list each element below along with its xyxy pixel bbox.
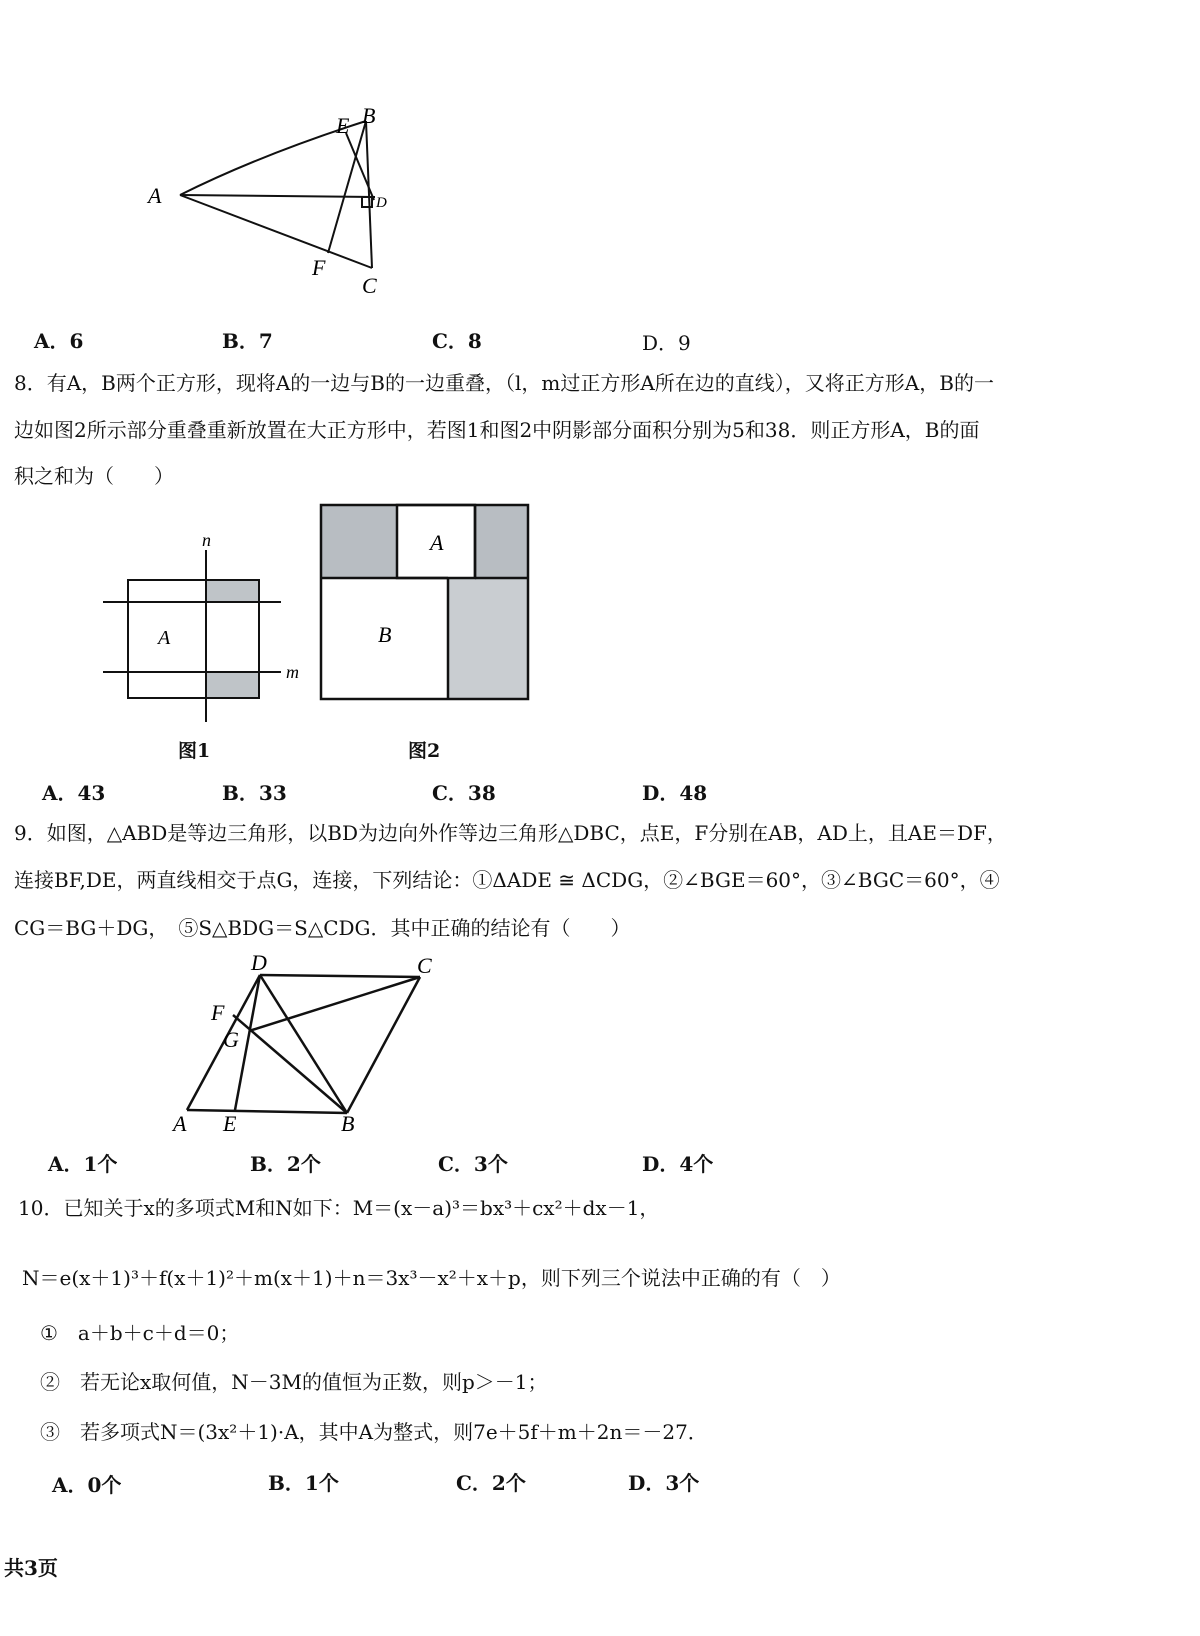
q9-stem-line3: CG＝BG＋DG， ⑤S△BDG＝S△CDG．其中正确的结论有（ ） [14,916,631,940]
q9-option-d: D．4个 [642,1152,714,1176]
q8-option-a: A．43 [42,781,106,805]
q8-fig1-label-m: m [286,662,299,682]
q8-fig1-label-n: n [202,530,211,550]
q8-fig1-caption: 图1 [178,740,211,762]
q10-option-d: D．3个 [628,1471,700,1495]
q9-option-a: A．1个 [48,1152,118,1176]
q8-fig2-label-A: A [430,530,444,555]
q9-label-G: G [223,1027,239,1052]
q7-label-F: F [312,255,326,280]
q7-option-c: C．8 [432,329,482,353]
q10-option-c: C．2个 [456,1471,526,1495]
q8-option-d: D．48 [642,781,708,805]
q10-stem-line1: 10．已知关于x的多项式M和N如下：M＝(x－a)³＝bx³＋cx²＋dx－1， [18,1196,660,1220]
q9-option-b: B．2个 [250,1152,321,1176]
q7-label-C: C [362,273,377,298]
q8-figure-1 [98,530,308,730]
q9-stem-line2: 连接BF,DE，两直线相交于点G，连接，下列结论：①ΔADE ≅ ΔCDG，②∠BGE＝60°，③∠BGC＝60°，④ [14,868,1000,892]
q9-label-A: A [173,1111,187,1135]
q9-label-B: B [341,1111,355,1135]
q7-option-a: A．6 [34,329,84,353]
q10-statement-1: ① a＋b＋c＋d＝0； [40,1321,240,1345]
q8-stem-line3: 积之和为（ ） [14,464,174,488]
q9-stem-line1: 9．如图，△ABD是等边三角形，以BD为边向外作等边三角形△DBC，点E，F分别在AB，AD上，且AE＝DF， [14,821,1007,845]
page-footer: 共3页 [4,1556,58,1580]
q7-label-B: B [362,105,376,128]
q7-figure [140,105,410,305]
q9-label-C: C [417,955,432,978]
q8-option-b: B．33 [222,781,287,805]
q9-figure [165,955,445,1135]
q7-label-A: A [148,183,162,208]
q8-figure-2 [318,502,533,702]
q10-stem-line2: N＝e(x＋1)³＋f(x＋1)²＋m(x＋1)＋n＝3x³－x²＋x＋p，则下列三个说法中正确的有（ ） [22,1266,841,1290]
q7-option-b: B．7 [222,329,273,353]
q10-option-a: A．0个 [52,1473,122,1497]
q8-fig2-caption: 图2 [408,740,441,762]
q9-option-c: C．3个 [438,1152,508,1176]
q9-label-D: D [251,955,267,975]
q8-option-c: C．38 [432,781,496,805]
q7-label-D: D [376,195,387,211]
q10-option-b: B．1个 [268,1471,339,1495]
q8-fig1-label-A: A [158,627,171,649]
q8-stem-line2: 边如图2所示部分重叠重新放置在大正方形中，若图1和图2中阴影部分面积分别为5和38．则正方形A，B的面 [14,418,980,442]
q7-label-E: E [336,113,350,138]
q10-statement-2: ② 若无论x取何值，N－3M的值恒为正数，则p＞－1； [40,1370,548,1394]
q8-stem-line1: 8．有A，B两个正方形，现将A的一边与B的一边重叠，（l，m过正方形A所在边的直线），又将正方形A，B的一 [14,371,994,395]
q7-option-d: D．9 [642,331,691,355]
q10-statement-3: ③ 若多项式N＝(3x²＋1)·A，其中A为整式，则7e＋5f＋m＋2n＝－27． [40,1420,708,1444]
q8-fig2-label-B: B [378,622,392,647]
q9-label-F: F [211,1000,225,1025]
q9-label-E: E [223,1111,237,1135]
